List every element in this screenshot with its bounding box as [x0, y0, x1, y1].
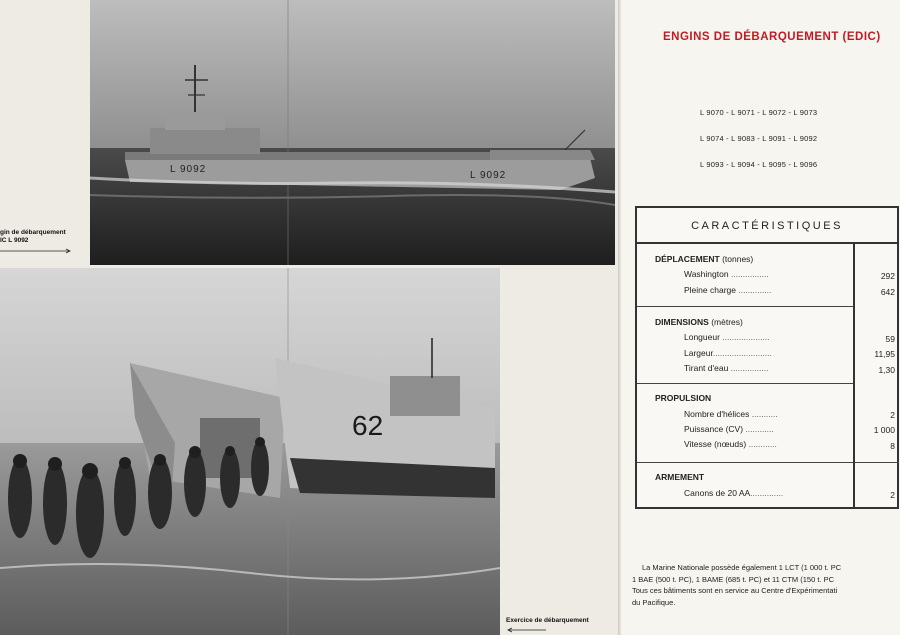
specifications-title: CARACTÉRISTIQUES — [637, 208, 897, 244]
ship-photo — [90, 0, 615, 265]
spec-value: 2 — [890, 490, 895, 500]
spec-value: 1 000 — [873, 425, 895, 435]
footnote-line: du Pacifique. — [632, 597, 676, 607]
hull-number-bow: L 9092 — [170, 164, 207, 175]
ship-caption — [0, 229, 80, 254]
section-divider — [637, 462, 853, 463]
spec-row: Canons de 20 AA.............. — [684, 488, 784, 498]
spec-row: Puissance (CV) ............ — [684, 424, 774, 434]
arrow-left-icon — [506, 627, 546, 633]
spec-row: Tirant d'eau ................ — [684, 363, 769, 373]
footnote-line: La Marine Nationale possède également 1 LCT (1 000 t. PC — [642, 563, 842, 572]
section-displacement: DÉPLACEMENT (tonnes) — [655, 254, 754, 264]
section-propulsion: PROPULSION — [655, 393, 712, 403]
section-divider — [637, 383, 853, 384]
ship-caption-line-1: gin de débarquement — [0, 229, 66, 236]
hull-line-3: L 9093 - L 9094 - L 9095 - L 9096 — [700, 160, 818, 169]
hull-line-1: L 9070 - L 9071 - L 9072 - L 9073 — [700, 108, 818, 117]
beach-caption-text: Exercice de débarquement — [506, 617, 589, 624]
section-dimensions: DIMENSIONS (mètres) — [655, 317, 743, 327]
section-armament: ARMEMENT — [655, 472, 705, 482]
spec-value: 642 — [880, 287, 895, 297]
beach-caption — [506, 617, 606, 633]
footnote-line: 1 BAE (500 t. PC), 1 BAME (685 t. PC) et 11 CTM (150 t. PC — [632, 574, 835, 584]
hull-number-stern: L 9092 — [470, 170, 507, 181]
spec-value: 1,30 — [878, 365, 895, 375]
spec-value: 2 — [890, 410, 895, 420]
spec-value: 292 — [880, 271, 895, 281]
bow-number: 62 — [352, 410, 384, 441]
beach-landing-photo — [0, 268, 500, 635]
footnote — [632, 562, 900, 608]
spec-row: Pleine charge .............. — [684, 285, 772, 295]
page-heading: ENGINS DE DÉBARQUEMENT (EDIC) — [663, 31, 881, 43]
spec-row: Longueur .................... — [684, 332, 770, 342]
value-column-divider — [853, 244, 855, 509]
arrow-right-icon — [0, 248, 72, 254]
footnote-line: Tous ces bâtiments sont en service au Centre d'Expérimentati — [632, 586, 838, 595]
spec-row: Washington ................ — [684, 269, 769, 279]
hull-line-2: L 9074 - L 9083 - L 9091 - L 9092 — [700, 134, 818, 143]
spec-value: 8 — [890, 441, 895, 451]
specifications-table — [635, 206, 899, 509]
hull-number-list — [700, 108, 860, 186]
spec-row: Vitesse (nœuds) ............ — [684, 439, 777, 449]
section-divider — [855, 462, 899, 463]
spec-row: Largeur......................... — [684, 348, 772, 358]
ship-caption-line-2: IC L 9092 — [0, 237, 29, 244]
spec-value: 11,95 — [874, 349, 895, 359]
spec-row: Nombre d'hélices ........... — [684, 409, 778, 419]
section-divider — [637, 306, 853, 307]
spec-value: 59 — [885, 334, 895, 344]
